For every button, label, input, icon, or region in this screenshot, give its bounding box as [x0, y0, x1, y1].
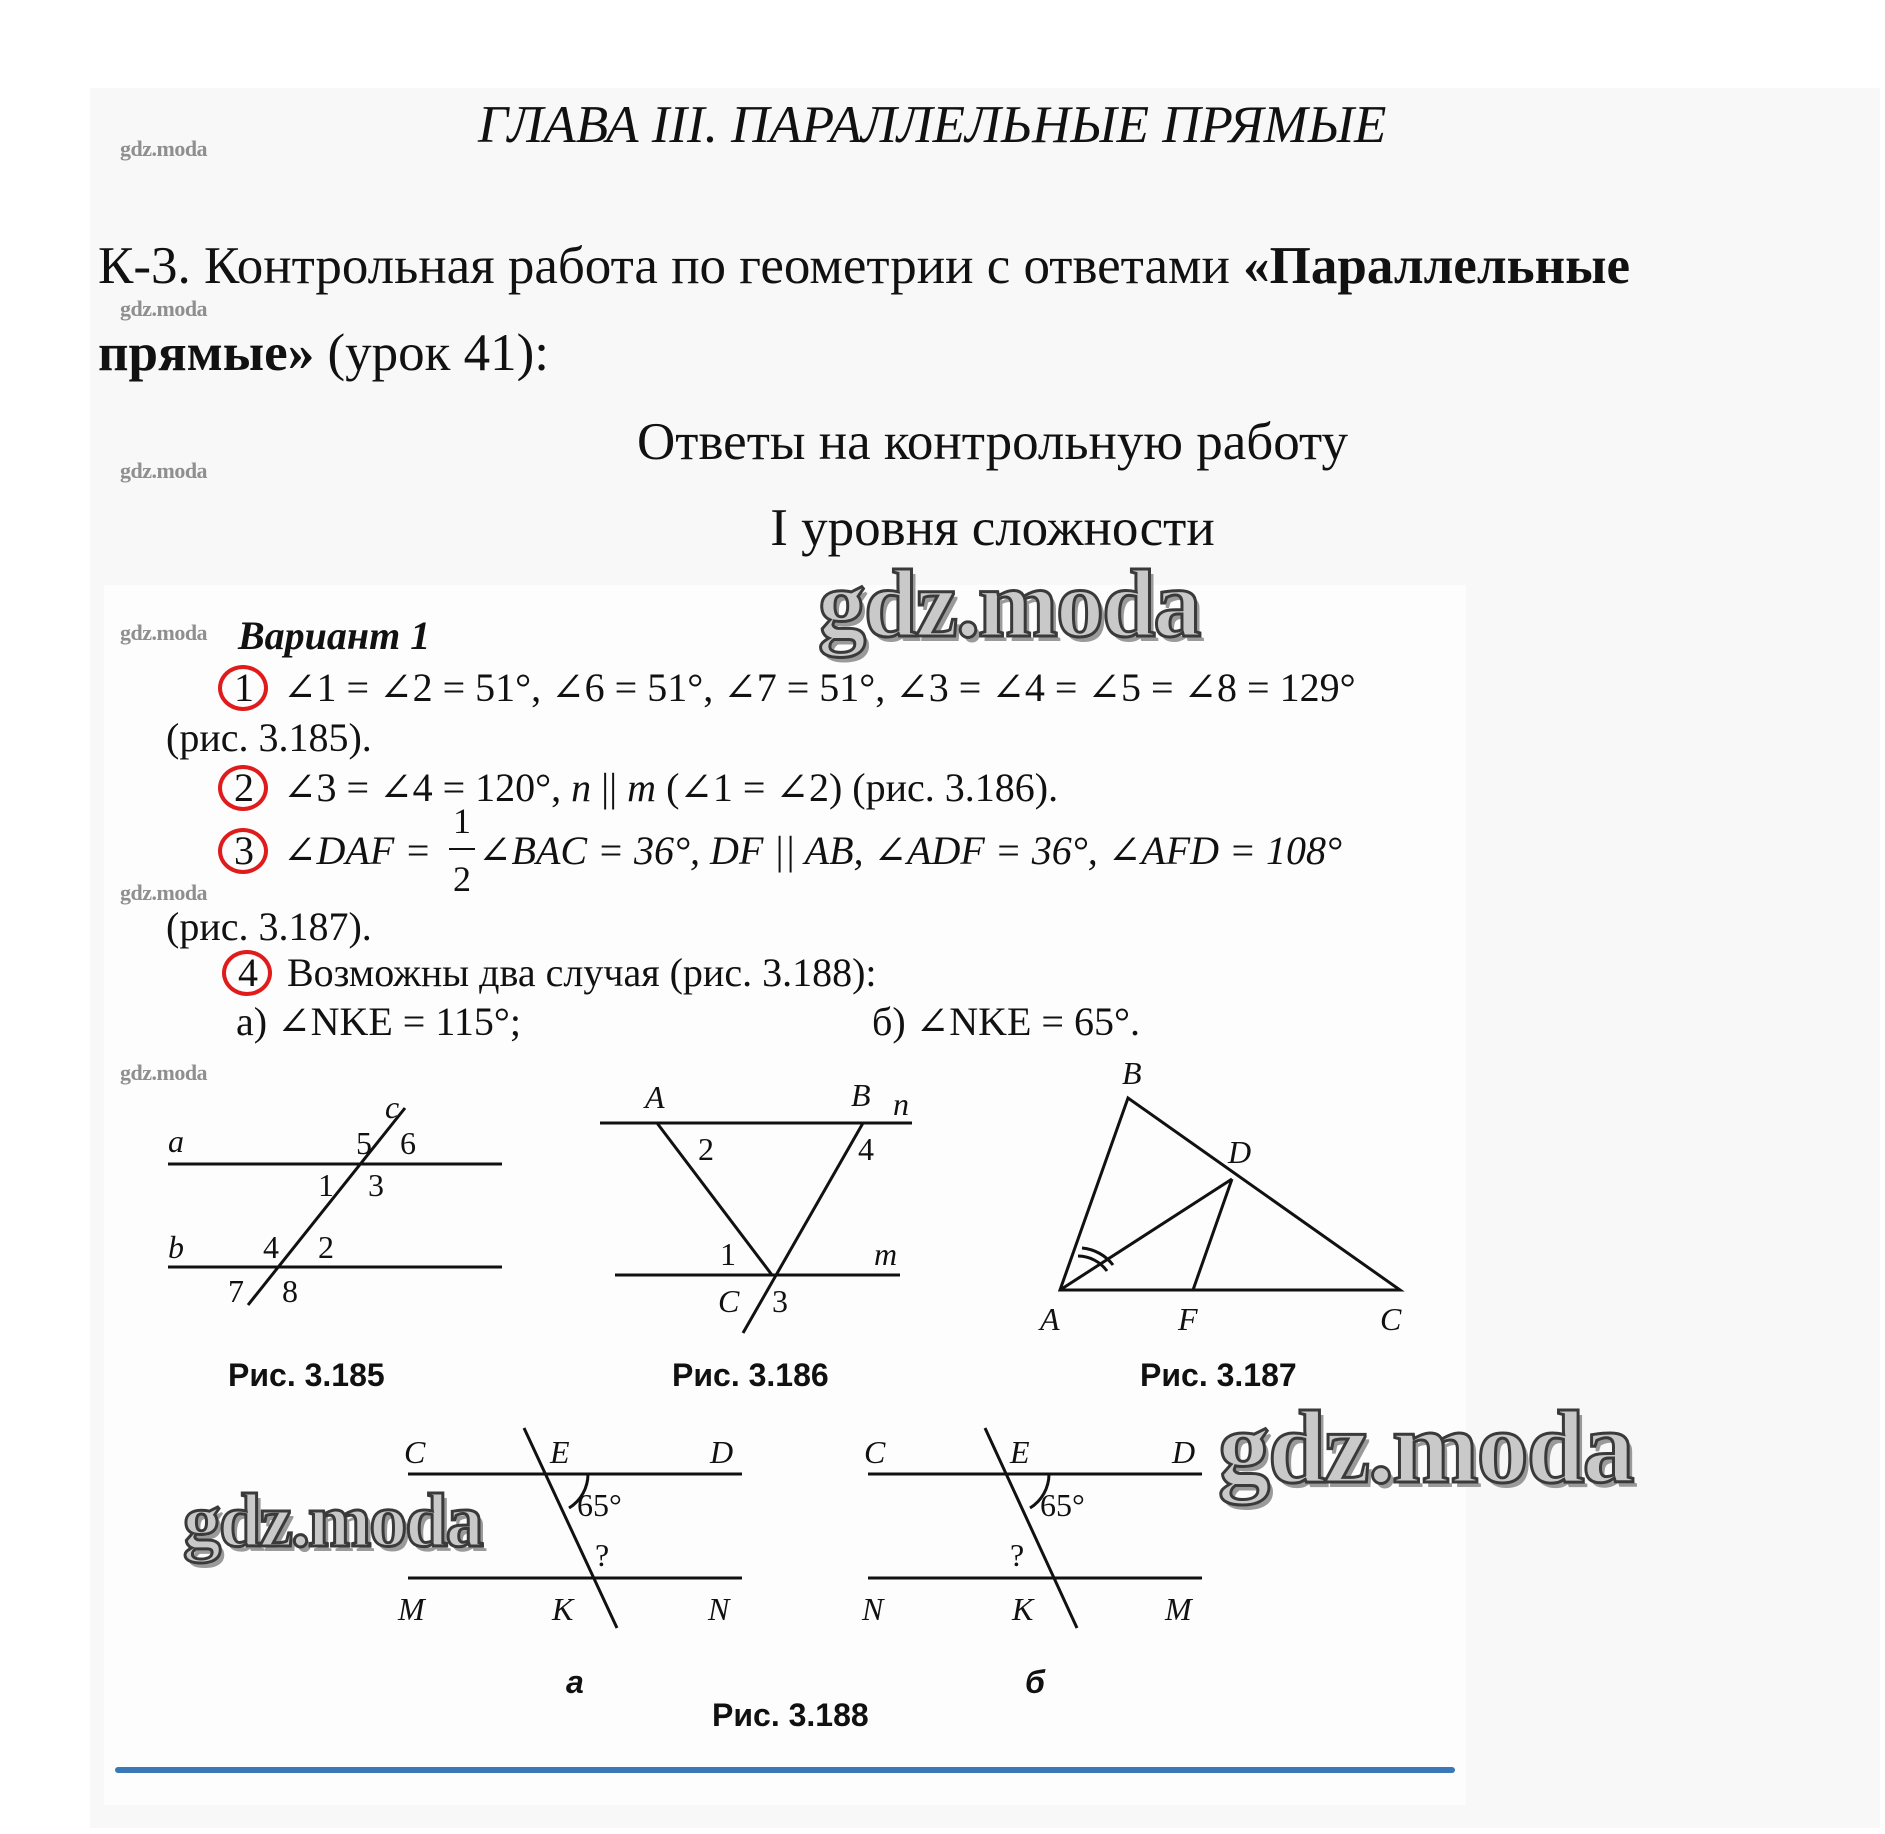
figure-3-188b-labels	[861, 1434, 1195, 1627]
watermark-small: gdz.moda	[120, 620, 208, 645]
figure-3-187	[1060, 1098, 1400, 1290]
answer-4-case-b: б) ∠NKE = 65°.	[872, 999, 1140, 1044]
answer-4-case-a: а) ∠NKE = 115°;	[236, 999, 521, 1044]
figure-caption: Рис. 3.188	[712, 1697, 869, 1733]
fig187-label: C	[1380, 1301, 1402, 1337]
fig185-label: 2	[318, 1229, 334, 1265]
watermark-small: gdz.moda	[120, 1060, 208, 1085]
fig187-label: F	[1178, 1301, 1198, 1337]
level-heading: I уровня сложности	[770, 499, 1215, 557]
watermark-small: gdz.moda	[120, 136, 208, 161]
fig188b-label: K	[1012, 1591, 1034, 1627]
fig188a-label: M	[398, 1591, 425, 1627]
fig187-label: B	[1122, 1055, 1142, 1091]
chapter-heading: ГЛАВА III. ПАРАЛЛЕЛЬНЫЕ ПРЯМЫЕ	[478, 96, 1387, 154]
fig186-label: m	[874, 1236, 898, 1272]
figure-caption: Рис. 3.186	[672, 1357, 829, 1393]
figure-caption: Рис. 3.185	[228, 1357, 385, 1393]
bottom-rule	[115, 1767, 1455, 1773]
fig185-label: c	[385, 1089, 400, 1125]
watermark-big: gdz.moda	[1218, 1390, 1633, 1505]
figure-caption: Рис. 3.187	[1140, 1357, 1297, 1393]
title-text: (урок 41):	[314, 324, 549, 382]
answer-3-line2: (рис. 3.187).	[166, 904, 372, 949]
fig188a-label: N	[708, 1591, 730, 1627]
fig188a-label: ?	[595, 1537, 610, 1573]
fig188a-label: C	[404, 1434, 426, 1470]
fig185-label: b	[168, 1229, 184, 1265]
fig185-label: 4	[263, 1229, 279, 1265]
fig186-label: C	[718, 1283, 740, 1319]
watermark-big: gdz.moda	[818, 550, 1200, 657]
fig186-label: 4	[858, 1131, 874, 1167]
fig185-label: a	[168, 1123, 184, 1159]
fig186-label: B	[851, 1077, 871, 1113]
watermark-small: gdz.moda	[120, 458, 208, 483]
watermark-small: gdz.moda	[120, 880, 208, 905]
fig188b-label: ?	[1010, 1537, 1025, 1573]
figure-sublabel-b: б	[1025, 1664, 1045, 1700]
fig188b-label: E	[1010, 1434, 1030, 1470]
figure-3-185-labels	[168, 1089, 416, 1309]
fig185-label: 5	[356, 1125, 372, 1161]
fig188a-label: D	[710, 1434, 734, 1470]
fig188b-label: 65°	[1040, 1487, 1085, 1523]
fig186-label: 2	[698, 1131, 714, 1167]
title-bold: «Параллельные	[1243, 237, 1631, 295]
fig186-label: n	[893, 1086, 909, 1122]
answer-3-pre: ∠DAF =	[283, 828, 432, 873]
fig185-label: 6	[400, 1125, 416, 1161]
answer-4-line1: Возможны два случая (рис. 3.188):	[287, 950, 877, 995]
fig186-label: 1	[720, 1236, 736, 1272]
answer-1-line2: (рис. 3.185).	[166, 715, 372, 760]
figure-sublabel-a: а	[566, 1664, 584, 1700]
fig187-label: D	[1228, 1134, 1252, 1170]
variant-title: Вариант 1	[238, 613, 431, 658]
item-number: 1	[234, 665, 254, 710]
figure-3-188b	[868, 1428, 1202, 1628]
answers-heading: Ответы на контрольную работу	[637, 413, 1348, 471]
item-number: 3	[234, 828, 254, 873]
fig188b-label: M	[1165, 1591, 1192, 1627]
fig185-label: 7	[228, 1273, 244, 1309]
fraction-numerator: 1	[453, 801, 471, 841]
fig188a-label: 65°	[577, 1487, 622, 1523]
fig188b-label: N	[862, 1591, 884, 1627]
fraction-denominator: 2	[453, 859, 471, 899]
title-text: К-3. Контрольная работа по геометрии с ответами	[98, 237, 1244, 295]
item-number: 4	[238, 950, 258, 995]
fig188b-label: D	[1172, 1434, 1196, 1470]
title-bold: прямые»	[98, 324, 315, 382]
fig188a-label: E	[550, 1434, 570, 1470]
answer-2: ∠3 = ∠4 = 120°, n || m (∠1 = ∠2) (рис. 3.186).	[283, 765, 1059, 810]
fig185-label: 8	[282, 1273, 298, 1309]
fig187-label: A	[1040, 1301, 1060, 1337]
item-number: 2	[234, 765, 254, 810]
fig188b-label: C	[864, 1434, 886, 1470]
fig186-label: A	[645, 1079, 665, 1115]
figure-3-186-labels	[643, 1077, 909, 1319]
watermark-big: gdz.moda	[183, 1479, 482, 1563]
watermark-small: gdz.moda	[120, 296, 208, 321]
figure-3-185	[168, 1108, 502, 1305]
fig188a-label: K	[552, 1591, 574, 1627]
answer-3-post: ∠BAC = 36°, DF || AB, ∠ADF = 36°, ∠AFD = 108°	[478, 828, 1343, 873]
fig186-label: 3	[772, 1283, 788, 1319]
fig185-label: 3	[368, 1167, 384, 1203]
fig185-label: 1	[318, 1167, 334, 1203]
answer-1-line1: ∠1 = ∠2 = 51°, ∠6 = 51°, ∠7 = 51°, ∠3 = ∠4 = ∠5 = ∠8 = 129°	[283, 665, 1356, 710]
